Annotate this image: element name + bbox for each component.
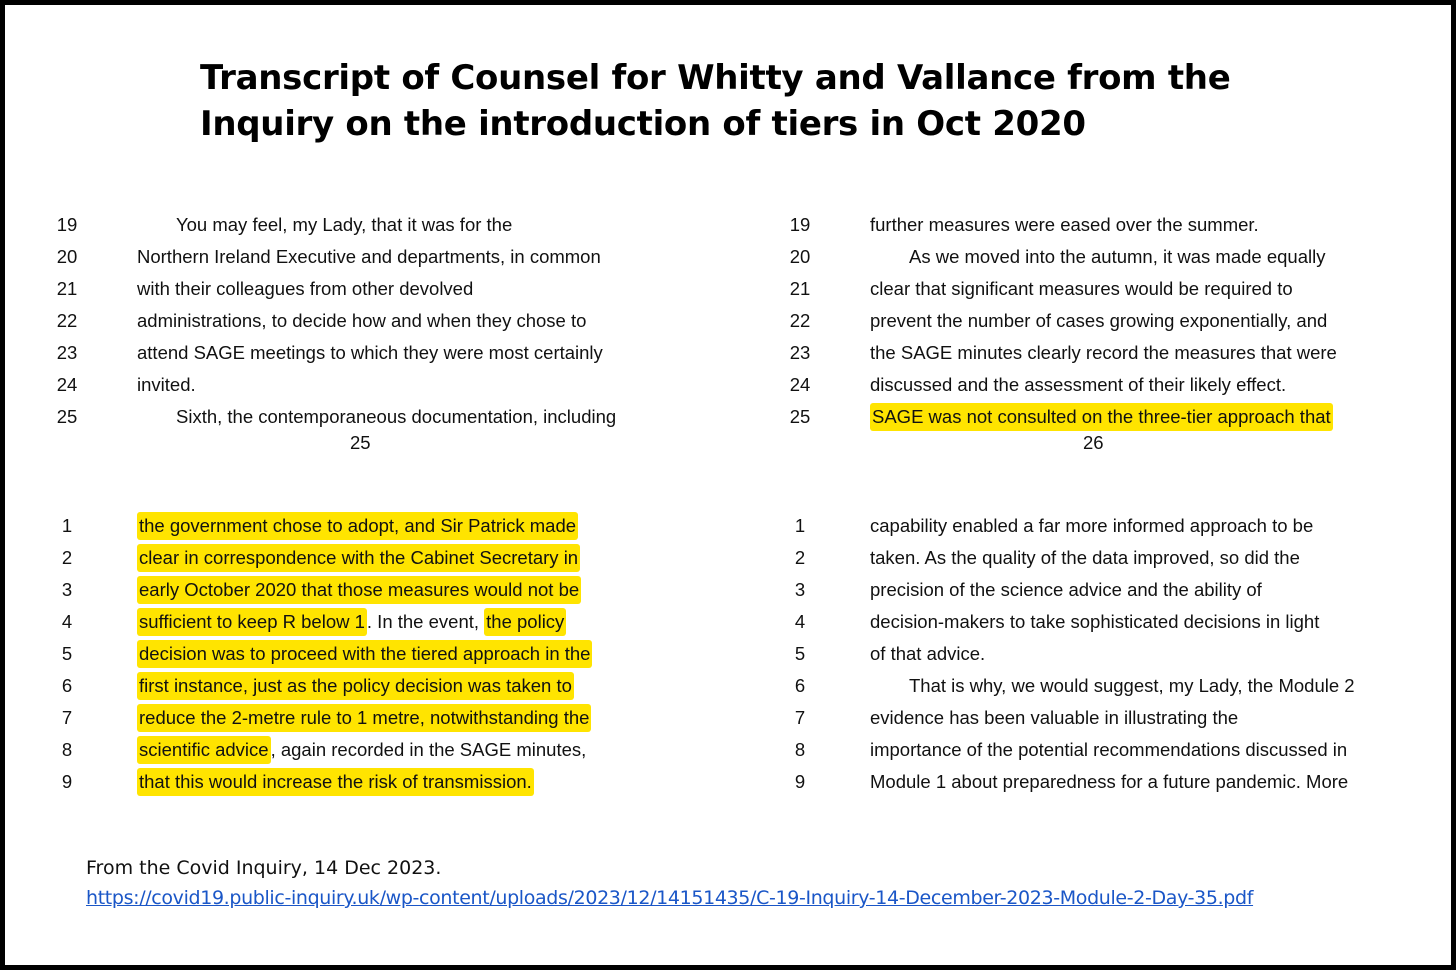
transcript-line	[53, 305, 753, 337]
text-segment: importance of the potential recommendations discussed in	[870, 739, 1348, 760]
transcript-line	[53, 670, 753, 702]
text-segment: That is why, we would suggest, my Lady, the Module 2	[909, 675, 1355, 696]
line-number: 25	[56, 406, 78, 427]
transcript-line	[786, 766, 1456, 798]
transcript-line	[53, 273, 753, 305]
line-text	[870, 305, 1327, 337]
line-number: 20	[789, 246, 811, 267]
line-number: 5	[61, 643, 73, 664]
text-segment: further measures were eased over the summer.	[870, 214, 1259, 235]
line-text	[137, 574, 581, 606]
text-segment: . In the event,	[366, 611, 485, 632]
transcript-line	[786, 702, 1456, 734]
transcript-line	[786, 734, 1456, 766]
text-segment: You may feel, my Lady, that it was for the	[176, 214, 513, 235]
line-text	[870, 702, 1238, 734]
page-number: 25	[350, 432, 371, 453]
highlighted-text: decision was to proceed with the tiered approach in the	[137, 640, 592, 668]
line-number: 6	[794, 675, 806, 696]
line-text	[137, 702, 591, 734]
text-segment: of that advice.	[870, 643, 986, 664]
text-segment: clear that significant measures would be required to	[870, 278, 1293, 299]
text-segment: Northern Ireland Executive and departments, in common	[137, 246, 601, 267]
highlighted-text: first instance, just as the policy decision was taken to	[137, 672, 574, 700]
line-number: 3	[794, 579, 806, 600]
line-text	[909, 241, 1325, 273]
text-segment: with their colleagues from other devolved	[137, 278, 474, 299]
text-segment: precision of the science advice and the ability of	[870, 579, 1262, 600]
line-number: 23	[56, 342, 78, 363]
line-number: 19	[56, 214, 78, 235]
line-text	[137, 670, 574, 702]
text-segment: discussed and the assessment of their likely effect.	[870, 374, 1287, 395]
transcript-line	[786, 401, 1456, 433]
line-text	[870, 574, 1262, 606]
line-text	[137, 305, 586, 337]
line-text	[137, 766, 534, 798]
line-number: 9	[61, 771, 73, 792]
text-segment: As we moved into the autumn, it was made equally	[909, 246, 1326, 267]
highlighted-text: the policy	[484, 608, 566, 636]
line-text	[870, 606, 1319, 638]
line-text	[137, 734, 586, 766]
highlighted-text: that this would increase the risk of transmission.	[137, 768, 534, 796]
line-number: 4	[61, 611, 73, 632]
line-number: 2	[61, 547, 73, 568]
transcript-line	[53, 766, 753, 798]
highlighted-text: sufficient to keep R below 1	[137, 608, 367, 636]
transcript-line	[786, 209, 1456, 241]
text-segment: invited.	[137, 374, 196, 395]
text-segment: decision-makers to take sophisticated decisions in light	[870, 611, 1320, 632]
line-number: 20	[56, 246, 78, 267]
text-segment: capability enabled a far more informed approach to be	[870, 515, 1314, 536]
transcript-line	[53, 241, 753, 273]
line-number: 1	[61, 515, 73, 536]
text-segment: the SAGE minutes clearly record the measures that were	[870, 342, 1337, 363]
line-number: 24	[789, 374, 811, 395]
line-number: 3	[61, 579, 73, 600]
transcript-line	[53, 734, 753, 766]
line-text	[137, 337, 603, 369]
line-number: 2	[794, 547, 806, 568]
title-line-2: Inquiry on the introduction of tiers in Oct 2020	[200, 104, 1086, 144]
text-segment: evidence has been valuable in illustrating the	[870, 707, 1239, 728]
transcript-line	[786, 337, 1456, 369]
line-number: 5	[794, 643, 806, 664]
line-number: 4	[794, 611, 806, 632]
highlighted-text: reduce the 2-metre rule to 1 metre, notwithstanding the	[137, 704, 591, 732]
line-text	[870, 337, 1337, 369]
transcript-line	[786, 305, 1456, 337]
transcript-line	[53, 702, 753, 734]
line-text	[176, 401, 616, 433]
line-number: 22	[56, 310, 78, 331]
line-text	[137, 241, 601, 273]
transcript-line	[53, 510, 753, 542]
highlighted-text: clear in correspondence with the Cabinet Secretary in	[137, 544, 580, 572]
line-number: 9	[794, 771, 806, 792]
line-text	[137, 273, 473, 305]
title-line-1: Transcript of Counsel for Whitty and Vallance from the	[200, 58, 1231, 98]
text-segment: prevent the number of cases growing exponentially, and	[870, 310, 1328, 331]
text-segment: Module 1 about preparedness for a future pandemic. More	[870, 771, 1349, 792]
highlighted-text: scientific advice	[137, 736, 271, 764]
transcript-line	[53, 209, 753, 241]
source-caption	[86, 853, 1253, 913]
highlighted-text: early October 2020 that those measures would not be	[137, 576, 581, 604]
highlighted-text: the government chose to adopt, and Sir Patrick made	[137, 512, 578, 540]
line-text	[870, 510, 1313, 542]
line-text	[137, 542, 580, 574]
transcript-line	[786, 241, 1456, 273]
line-number: 1	[794, 515, 806, 536]
line-number: 25	[789, 406, 811, 427]
text-segment: , again recorded in the SAGE minutes,	[270, 739, 587, 760]
line-number: 7	[61, 707, 73, 728]
line-number: 8	[61, 739, 73, 760]
line-text	[176, 209, 512, 241]
line-text	[870, 542, 1300, 574]
transcript-line	[53, 574, 753, 606]
line-number: 6	[61, 675, 73, 696]
line-text	[137, 369, 196, 401]
transcript-line	[53, 369, 753, 401]
line-text	[870, 734, 1347, 766]
page-number: 26	[1083, 432, 1104, 453]
line-text	[870, 273, 1293, 305]
text-segment: attend SAGE meetings to which they were most certainly	[137, 342, 603, 363]
transcript-line	[53, 542, 753, 574]
transcript-line	[53, 337, 753, 369]
line-number: 19	[789, 214, 811, 235]
page-title	[200, 55, 1230, 147]
line-text	[137, 606, 566, 638]
line-text	[870, 209, 1259, 241]
line-text	[137, 510, 578, 542]
transcript-line	[786, 606, 1456, 638]
line-text	[909, 670, 1355, 702]
line-number: 23	[789, 342, 811, 363]
transcript-line	[786, 670, 1456, 702]
transcript-line	[53, 638, 753, 670]
line-number: 22	[789, 310, 811, 331]
line-text	[870, 401, 1333, 433]
source-link[interactable]: https://covid19.public-inquiry.uk/wp-content/uploads/2023/12/14151435/C-19-Inquiry-14-December-2023-Module-2-Day-35.pdf	[86, 887, 1254, 909]
line-text	[870, 369, 1286, 401]
transcript-line	[53, 401, 753, 433]
text-segment: taken. As the quality of the data improved, so did the	[870, 547, 1300, 568]
text-segment: administrations, to decide how and when they chose to	[137, 310, 587, 331]
transcript-line	[786, 638, 1456, 670]
highlighted-text: SAGE was not consulted on the three-tier approach that	[870, 403, 1333, 431]
transcript-line	[786, 542, 1456, 574]
transcript-line	[53, 606, 753, 638]
transcript-line	[786, 510, 1456, 542]
line-text	[137, 638, 592, 670]
transcript-line	[786, 273, 1456, 305]
line-number: 21	[789, 278, 811, 299]
line-text	[870, 766, 1348, 798]
line-number: 8	[794, 739, 806, 760]
line-text	[870, 638, 985, 670]
transcript-line	[786, 369, 1456, 401]
text-segment: Sixth, the contemporaneous documentation, including	[176, 406, 617, 427]
line-number: 21	[56, 278, 78, 299]
line-number: 7	[794, 707, 806, 728]
line-number: 24	[56, 374, 78, 395]
transcript-line	[786, 574, 1456, 606]
source-text: From the Covid Inquiry, 14 Dec 2023.	[86, 857, 442, 879]
